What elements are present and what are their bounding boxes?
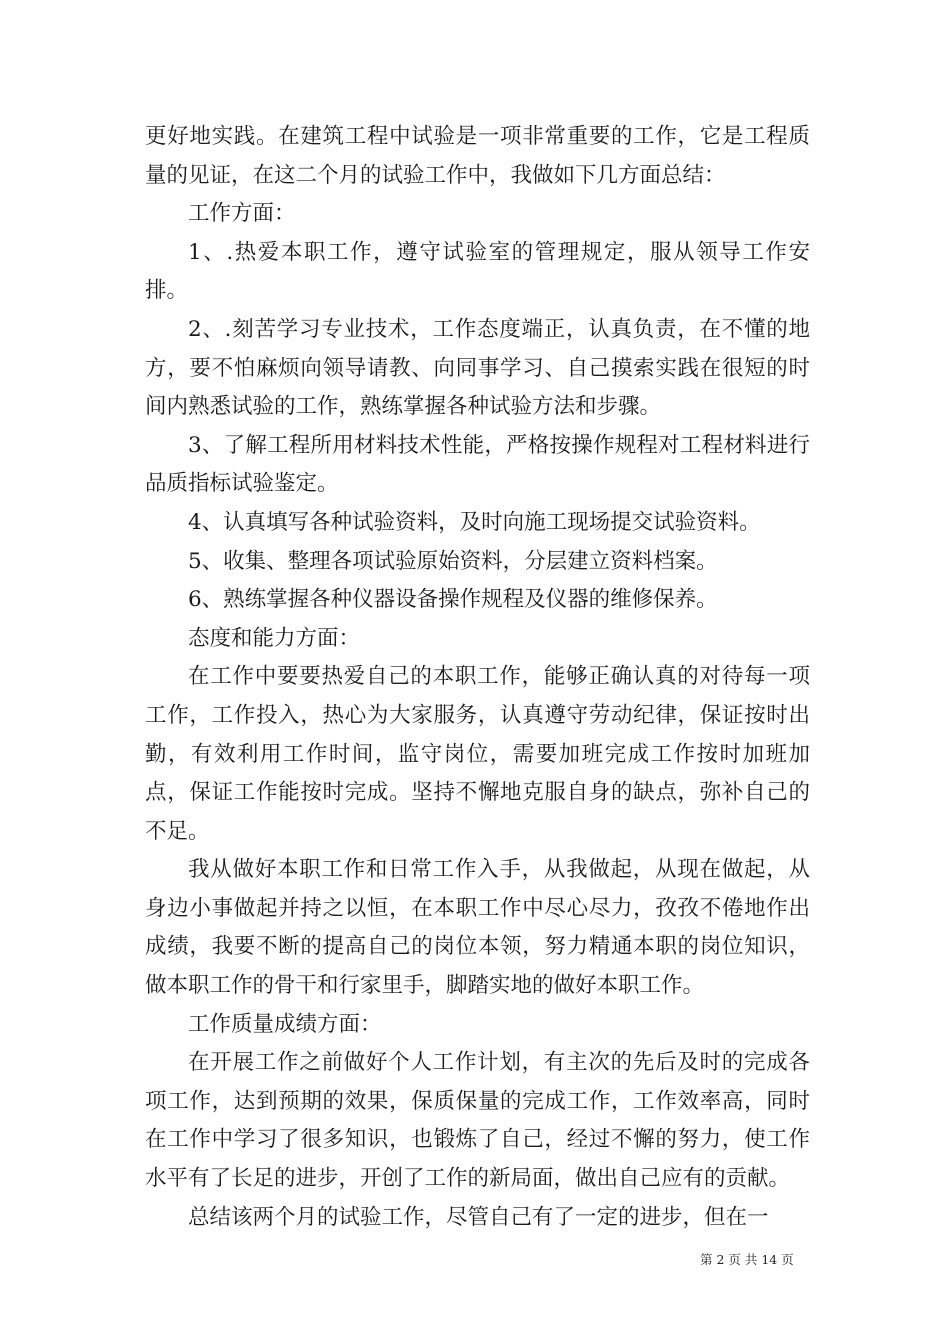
list-item-4: 4、认真填写各种试验资料，及时向施工现场提交试验资料。 [188,509,761,535]
list-item-2: 2、.刻苦学习专业技术，工作态度端正，认真负责，在不懂的地方，要不怕麻烦向领导请教、向同事学习、自己摸索实践在很短的时间内熟悉试验的工作，熟练掌握各种试验方法和步骤。 [145,316,810,420]
page-number-footer: 第 2 页 共 14 页 [700,1252,794,1267]
paragraph-quality: 在开展工作之前做好个人工作计划，有主次的先后及时的完成各项工作，达到预期的效果，保质保量的完成工作，工作效率高，同时在工作中学习了很多知识，也锻炼了自己，经过不懈的努力，使工作水平有了长足的进步，开创了工作的新局面，做出自己应有的贡献。 [145,1050,810,1192]
list-item-5: 5、收集、整理各项试验原始资料，分层建立资料档案。 [188,548,718,574]
list-item-3: 3、了解工程所用材料技术性能，严格按操作规程对工程材料进行品质指标试验鉴定。 [145,432,810,497]
paragraph-attitude-1: 在工作中要要热爱自己的本职工作，能够正确认真的对待每一项工作，工作投入，热心为大家服务，认真遵守劳动纪律，保证按时出勤，有效利用工作时间，监守岗位，需要加班完成工作按时加班加点，保证工作能按时完成。坚持不懈地克服自身的缺点，弥补自己的不足。 [145,664,810,844]
list-item-1: 1、.热爱本职工作，遵守试验室的管理规定，服从领导工作安排。 [145,239,810,304]
section-heading-work: 工作方面： [188,201,296,227]
section-heading-attitude: 态度和能力方面： [188,625,361,651]
paragraph-summary: 总结该两个月的试验工作，尽管自己有了一定的进步，但在一 [188,1204,769,1230]
list-item-6: 6、熟练掌握各种仪器设备操作规程及仪器的维修保养。 [188,587,718,613]
paragraph-attitude-2: 我从做好本职工作和日常工作入手，从我做起，从现在做起，从身边小事做起并持之以恒，在本职工作中尽心尽力，孜孜不倦地作出成绩，我要不断的提高自己的岗位本领，努力精通本职的岗位知识，做本职工作的骨干和行家里手，脚踏实地的做好本职工作。 [145,857,810,999]
paragraph-intro-continuation: 更好地实践。在建筑工程中试验是一项非常重要的工作，它是工程质量的见证，在这二个月的试验工作中，我做如下几方面总结： [145,124,810,188]
section-heading-quality: 工作质量成绩方面： [188,1011,382,1037]
document-body [145,118,810,1237]
